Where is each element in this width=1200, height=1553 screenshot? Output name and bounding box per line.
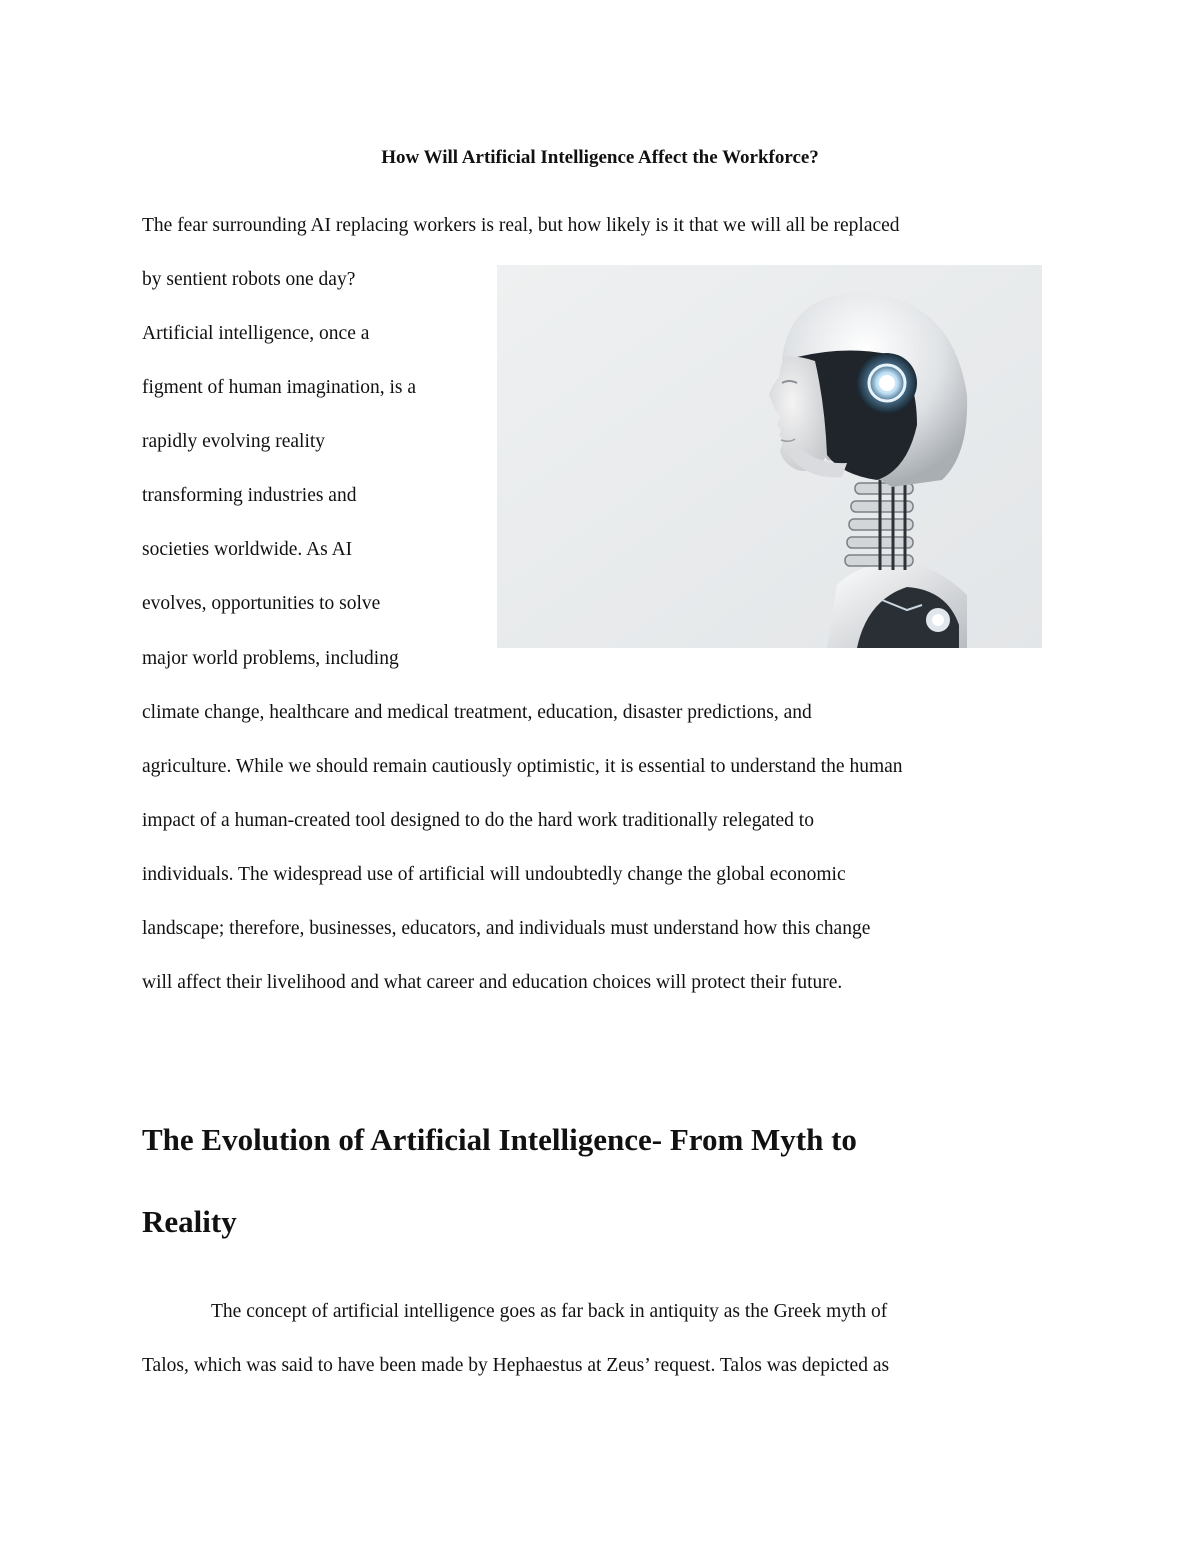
section-line: The concept of artificial intelligence goes as far back in antiquity as the Greek myth of [211, 1301, 888, 1322]
intro-line: Artificial intelligence, once a [142, 323, 370, 344]
section-heading: The Evolution of Artificial Intelligence- From Myth to [142, 1122, 857, 1157]
intro-line: figment of human imagination, is a [142, 377, 417, 398]
humanoid-robot-profile-image [497, 265, 1042, 648]
section-heading: Reality [142, 1204, 237, 1239]
intro-line: The fear surrounding AI replacing workers is real, but how likely is it that we will all be replaced [142, 215, 900, 236]
intro-line: landscape; therefore, businesses, educators, and individuals must understand how this change [142, 918, 871, 939]
intro-line: individuals. The widespread use of artificial will undoubtedly change the global economic [142, 864, 846, 885]
intro-line: transforming industries and [142, 485, 357, 506]
intro-line: by sentient robots one day? [142, 269, 356, 290]
document-title: How Will Artificial Intelligence Affect the Workforce? [381, 147, 819, 168]
intro-line: impact of a human-created tool designed to do the hard work traditionally relegated to [142, 810, 814, 831]
intro-line: major world problems, including [142, 648, 399, 669]
intro-line: will affect their livelihood and what career and education choices will protect their future. [142, 972, 843, 993]
intro-line: evolves, opportunities to solve [142, 593, 381, 614]
intro-line: agriculture. While we should remain cautiously optimistic, it is essential to understand the human [142, 756, 903, 777]
section-line: Talos, which was said to have been made by Hephaestus at Zeus’ request. Talos was depicted as [142, 1355, 890, 1376]
intro-line: climate change, healthcare and medical treatment, education, disaster predictions, and [142, 702, 812, 723]
intro-line: societies worldwide. As AI [142, 539, 353, 560]
intro-line: rapidly evolving reality [142, 431, 326, 452]
